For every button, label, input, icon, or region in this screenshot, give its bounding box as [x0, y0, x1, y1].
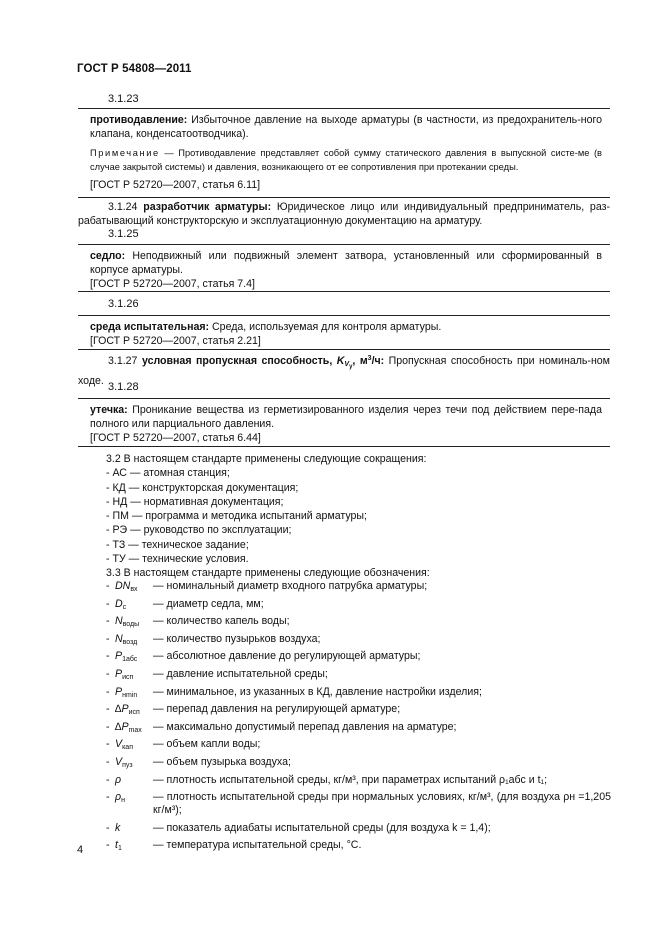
term-number-3-1-23: 3.1.23 [108, 93, 139, 105]
symbol-row: - $DN_{вх}$ — номинальный диаметр входного патрубка арматуры; [106, 580, 428, 593]
term-box-leakage [78, 398, 610, 447]
term-text: Проникание вещества из герметизированного изделия через течи под действием пере-пада полного или парциального давления. [90, 404, 602, 430]
term-text: Пропускная способность при номиналь-ном ходе. [78, 355, 610, 387]
term-unit-end: /ч: [371, 355, 385, 367]
term-box-test-medium [78, 315, 610, 350]
note-text: — Противодавление представляет собой сумму статического давления в выпускной систе-ме (в случае закрытой системы) и давления, возникающего от ее сопротивления при протекании среды. [90, 148, 602, 172]
term-flow-capacity [78, 352, 610, 388]
symbol-row: - $P_{исп}$ — давление испытательной среды; [106, 667, 328, 681]
term-reference: [ГОСТ Р 52720—2007, статья 6.11] [90, 179, 261, 191]
term-symbol: K [336, 355, 345, 367]
term-symbol-sub: Vy [344, 361, 353, 370]
term-number: 3.1.24 [108, 201, 138, 213]
term-definition [90, 113, 602, 141]
symbol-row: - $V_{пуз}$ — объем пузырька воздуха; [106, 755, 291, 769]
list-item: - ТЗ — техническое задание; [106, 538, 249, 551]
term-definition [90, 403, 602, 431]
list-item: - РЭ — руководство по эксплуатации; [106, 524, 292, 537]
symbols-list [106, 580, 611, 857]
symbol-row: - $P_{1абс}$ — абсолютное давление до регулирующей арматуры; [106, 650, 421, 664]
symbol-row: - $D_с$ — диаметр седла, мм; [106, 597, 264, 611]
list-item: - КД — конструкторская документация; [106, 481, 299, 494]
term-reference: [ГОСТ Р 52720—2007, статья 2.21] [90, 335, 261, 347]
symbol-row: - ρ — плотность испытательной среды, кг/м³, при параметрах испытаний ρ₁абс и t₁; [106, 773, 548, 786]
symbol-row: - $\Delta P_{исп}$ — перепад давления на регулирующей арматуре; [106, 703, 401, 717]
symbol-row: - $N_{возд}$ — количество пузырьков воздуха; [106, 632, 321, 646]
term-name: утечка: [90, 404, 128, 416]
term-number-3-1-25: 3.1.25 [108, 228, 139, 240]
symbols-intro: 3.3 В настоящем стандарте применены следующие обозначения: [106, 567, 430, 580]
term-definition [78, 200, 610, 228]
symbol-row: - $V_{кап}$ — объем капли воды; [106, 738, 261, 752]
standard-header: ГОСТ Р 54808—2011 [77, 63, 192, 75]
term-text: Среда, используемая для контроля арматуры. [209, 321, 442, 333]
note-label: Примечание [90, 148, 160, 158]
term-name: среда испытательная: [90, 321, 210, 333]
term-text: Избыточное давление на выходе арматуры (в частности, из предохранитель-ного клапана, конденсатоотводчика). [90, 114, 602, 140]
term-note [90, 147, 602, 174]
list-item: - ТУ — технические условия. [106, 553, 249, 566]
list-item: - НД — нормативная документация; [106, 495, 284, 508]
symbol-row: - $\Delta P_{max}$ — максимально допустимый перепад давления на арматуре; [106, 720, 457, 734]
term-name: противодавление: [90, 114, 188, 126]
term-number: 3.1.27 [108, 355, 138, 367]
term-definition [90, 249, 602, 277]
symbol-row: - k — показатель адиабаты испытательной среды (для воздуха k = 1,4); [106, 821, 491, 834]
term-definition [78, 352, 610, 388]
term-name: условная пропускная способность, [141, 355, 333, 367]
term-text: Юридическое лицо или индивидуальный предприниматель, раз-рабатывающий конструкторскую и эксплуатационную документацию на арматуру. [78, 201, 610, 227]
term-name: седло: [90, 250, 126, 262]
term-number-3-1-26: 3.1.26 [108, 298, 139, 310]
symbol-row: - $P_{нmin}$ — минимальное, из указанных в КД, давление настройки изделия; [106, 685, 482, 699]
term-unit-sup: 3 [367, 355, 372, 362]
page-number: 4 [77, 844, 84, 856]
term-text: Неподвижный или подвижный элемент затвора, установленный или сформированный в корпусе арматуры. [90, 250, 602, 276]
list-item: - ПМ — программа и методика испытаний арматуры; [106, 510, 367, 523]
symbol-row: - $t_1$ — температура испытательной среды, °С. [106, 839, 362, 853]
symbol-row: - $\rho_н$ — плотность испытательной среды при нормальных условиях, кг/м³, (для воздуха ρн =1,205 кг/м³); [106, 791, 611, 817]
abbreviations-list [106, 452, 430, 581]
term-definition [90, 320, 602, 334]
term-unit: , м [352, 355, 368, 367]
term-reference: [ГОСТ Р 52720—2007, статья 6.44] [90, 432, 261, 444]
term-name: разработчик арматуры: [143, 201, 272, 213]
symbol-row: - $N_{воды}$ — количество капель воды; [106, 615, 290, 629]
term-box-seat [78, 244, 610, 292]
term-developer [78, 200, 610, 228]
term-number-3-1-28: 3.1.28 [108, 381, 139, 393]
list-item: - АС — атомная станция; [106, 467, 230, 480]
abbreviations-intro: 3.2 В настоящем стандарте применены следующие сокращения: [106, 453, 427, 465]
term-reference: [ГОСТ Р 52720—2007, статья 7.4] [90, 278, 255, 290]
term-box-backpressure [78, 108, 610, 198]
